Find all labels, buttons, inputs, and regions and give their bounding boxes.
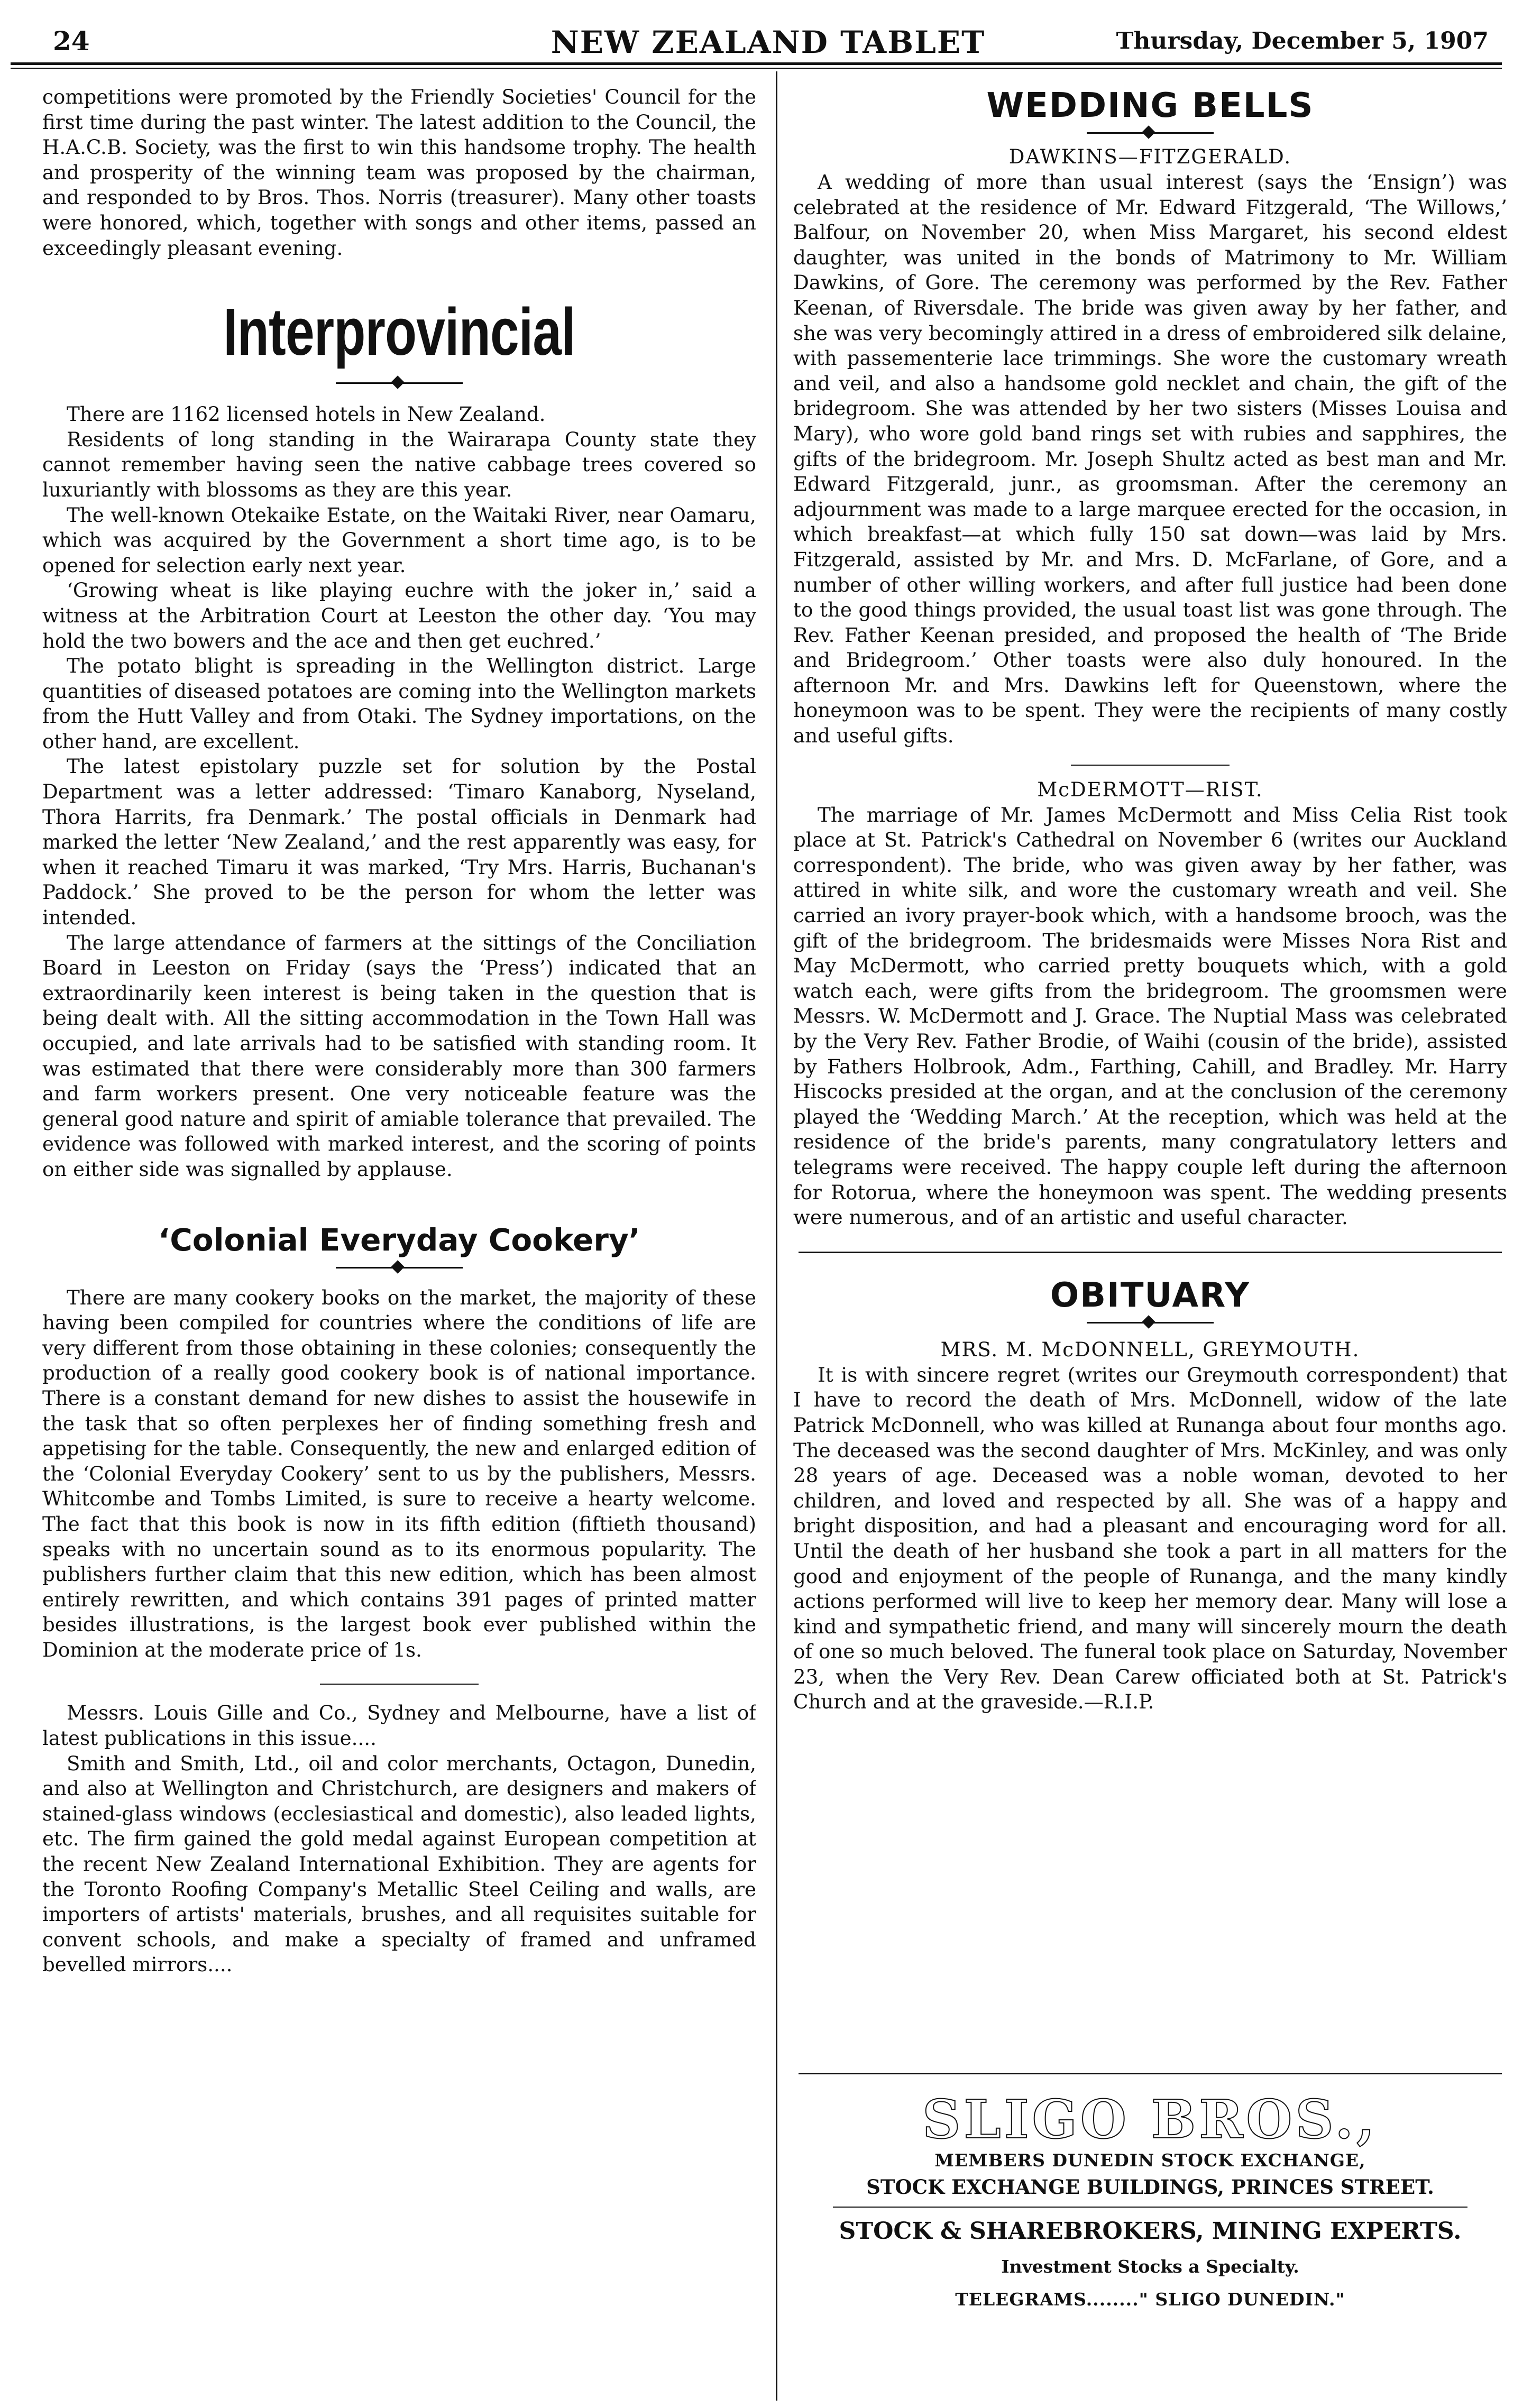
interprovincial-paragraph: The well-known Otekaike Estate, on the Waitaki River, near Oamaru, which was acquired by the Government a short time ago, is to be opened for selection early next year. xyxy=(42,503,756,577)
section-ornament xyxy=(1087,1322,1214,1324)
ad-specialty: Investment Stocks a Specialty. xyxy=(1001,2256,1299,2277)
ad-telegrams: TELEGRAMS........" SLIGO DUNEDIN." xyxy=(955,2289,1345,2310)
left-column xyxy=(42,85,756,2401)
interprovincial-paragraph: ‘Growing wheat is like playing euchre with the joker in,’ said a witness at the Arbitration Court at Leeston the other day. ‘You may hold the two bowers and the ace and then get euchred.’ xyxy=(42,578,756,652)
interprovincial-paragraph: Residents of long standing in the Wairarapa County state they cannot remember having seen the native cabbage trees covered so luxuriantly with blossoms as they are this year. xyxy=(42,427,756,501)
cookery-paragraph: There are many cookery books on the market, the majority of these having been compiled for countries where the conditions of life are very different from those obtaining in these colonies; consequently the production of a really good cookery book is of national importance. There is a constant demand for new dishes to assist the housewife in the task that so often perplexes her of finding something fresh and appetising for the table. Consequently, the new and enlarged edition of the ‘Colonial Everyday Cookery’ sent to us by the publishers, Messrs. Whitcombe and Tombs Limited, is sure to receive a hearty welcome. The fact that this book is now in its fifth edition (fiftieth thousand) speaks with no uncertain sound as to its enormous popularity. The publishers further claim that this new edition, which has been almost entirely rewritten, and which contains 391 pages of printed matter besides illustrations, is the largest book ever published within the Dominion at the moderate price of 1s. xyxy=(42,1285,756,1661)
ad-rule xyxy=(799,2073,1502,2074)
ad-membership: MEMBERS DUNEDIN STOCK EXCHANGE, xyxy=(934,2150,1366,2171)
column-divider xyxy=(776,71,777,2401)
section-ornament xyxy=(336,382,463,384)
interprovincial-paragraph: The potato blight is spreading in the Wellington district. Large quantities of diseased potatoes are coming into the Wellington markets from the Hutt Valley and from Otaki. The Sydney importations, on the other hand, are excellent. xyxy=(42,654,756,753)
masthead-rule xyxy=(11,62,1502,69)
obituary-heading: OBITUARY xyxy=(1050,1275,1251,1315)
wedding-bells-heading: WEDDING BELLS xyxy=(986,86,1314,125)
notice-paragraph: Smith and Smith, Ltd., oil and color merchants, Octagon, Dunedin, and also at Wellington and Christchurch, are designers and makers of stained-glass windows (ecclesiastical and domestic), also leaded lights, etc. The firm gained the gold medal against European competition at the recent New Zealand International Exhibition. They are agents for the Toronto Roofing Company's Metallic Steel Ceiling and walls, are importers of artists' materials, brushes, and all requisites suitable for convent schools, and make a specialty of framed and unframed bevelled mirrors.... xyxy=(42,1751,756,1977)
obituary-paragraph: It is with sincere regret (writes our Greymouth correspondent) that I have to record the death of Mrs. McDonnell, widow of the late Patrick McDonnell, who was killed at Runanga about four months ago. The deceased was the second daughter of Mrs. McKinley, and was only 28 years of age. Deceased was a noble woman, devoted to her children, and loved and respected by all. She was of a happy and bright disposition, and had a pleasant and encouraging word for all. Until the death of her husband she took a part in all matters for the good and enjoyment of the people of Runanga, and the many kindly actions performed will live to keep her memory dear. Many will lose a kind and sympathetic friend, and many will sincerely mourn the death of one so much beloved. The funeral took place on Saturday, November 23, when the Very Rev. Dean Carew officiated both at St. Patrick's Church and at the graveside.—R.I.P. xyxy=(793,1363,1507,1714)
ad-address: STOCK EXCHANGE BUILDINGS, PRINCES STREET. xyxy=(866,2175,1434,2199)
sligo-bros-advertisement xyxy=(793,2073,1507,2401)
interprovincial-body xyxy=(42,402,756,1182)
wedding-subhead: McDERMOTT—RIST. xyxy=(1037,778,1263,801)
page-number: 24 xyxy=(53,25,90,57)
obituary-subhead: MRS. M. McDONNELL, GREYMOUTH. xyxy=(940,1338,1360,1361)
right-column xyxy=(793,85,1507,2062)
wedding-paragraph: The marriage of Mr. James McDermott and Miss Celia Rist took place at St. Patrick's Cathedral on November 6 (writes our Auckland correspondent). The bride, who was given away by her father, was attired in white silk, and wore the customary wreath and veil. She carried an ivory prayer-book which, with a handsome brooch, was the gift of the bridegroom. The bridesmaids were Misses Nora Rist and May McDermott, who carried pretty bouquets which, with a gold watch each, were gifts from the bridegroom. The groomsmen were Messrs. W. McDermott and J. Grace. The Nuptial Mass was celebrated by the Very Rev. Father Brodie, of Waihi (cousin of the bride), assisted by Fathers Holbrook, Adm., Farthing, Cahill, and Bradley. Mr. Harry Hiscocks presided at the organ, and at the conclusion of the ceremony played the ‘Wedding March.’ At the reception, which was held at the residence of the bride's parents, many congratulatory letters and telegrams were received. The happy couple left during the afternoon for Rotorua, where the honeymoon was spent. The wedding presents were numerous, and of an artistic and useful character. xyxy=(793,803,1507,1229)
ad-rule xyxy=(833,2207,1467,2208)
interprovincial-paragraph: The latest epistolary puzzle set for solution by the Postal Department was a letter addressed: ‘Timaro Kanaborg, Nyseland, Thora Harrits, fra Denmark.’ The postal officials in Denmark had marked the letter ‘New Zealand,’ and the rest apparently was easy, for when it reached Timaru it was marked, ‘Try Mrs. Harris, Buchanan's Paddock.’ She proved to be the person for whom the letter was intended. xyxy=(42,755,756,930)
interprovincial-paragraph: There are 1162 licensed hotels in New Zealand. xyxy=(67,402,546,426)
section-ornament xyxy=(336,1267,463,1269)
wedding-subhead: DAWKINS—FITZGERALD. xyxy=(1008,145,1292,168)
ad-firm-name: SLIGO BROS., xyxy=(922,2088,1378,2150)
issue-date: Thursday, December 5, 1907 xyxy=(1116,27,1489,54)
interprovincial-paragraph: The large attendance of farmers at the sittings of the Conciliation Board in Leeston on Friday (says the ‘Press’) indicated that an extraordinarily keen interest is being taken in the question that is being dealt with. All the sitting accommodation in the Town Hall was occupied, and late arrivals had to be satisfied with standing room. It was estimated that there were considerably more than 300 farmers and farm workers present. One very noticeable feature was the general good nature and spirit of amiable tolerance that prevailed. The evidence was followed with marked interest, and the scoring of points on either side was signalled by applause. xyxy=(42,931,756,1181)
cookery-heading: ‘Colonial Everyday Cookery’ xyxy=(158,1221,640,1258)
newspaper-title: NEW ZEALAND TABLET xyxy=(551,24,986,60)
interprovincial-heading: Interprovincial xyxy=(223,295,575,370)
wedding-paragraph: A wedding of more than usual interest (says the ‘Ensign’) was celebrated at the residence of Mr. Edward Fitzgerald, ‘The Willows,’ Balfour, on November 20, when Miss Margaret, his second eldest daughter, was united in the bonds of Matrimony to Mr. William Dawkins, of Gore. The ceremony was performed by the Rev. Father Keenan, of Riversdale. The bride was given away by her father, and she was very becomingly attired in a dress of embroidered silk delaine, with passementerie lace trimmings. She wore the customary wreath and veil, and also a handsome gold necklet and chain, the gift of the bridegroom. She was attended by her two sisters (Misses Louisa and Mary), who wore gold band rings set with rubies and sapphires, the gifts of the bridegroom. Mr. Joseph Shultz acted as best man and Mr. Edward Fitzgerald, junr., as groomsman. After the ceremony an adjournment was made to a large marquee erected for the occasion, in which breakfast—at which fully 150 sat down—was laid by Mrs. Fitzgerald, assisted by Mr. and Mrs. D. McFarlane, of Gore, and a number of other willing workers, and after full justice had been done to the good things provided, the usual toast list was gone through. The Rev. Father Keenan presided, and proposed the health of ‘The Bride and Bridegroom.’ Other toasts were also duly honoured. In the afternoon Mr. and Mrs. Dawkins left for Queenstown, where the honeymoon was to be spent. They were the recipients of many costly and useful gifts. xyxy=(793,170,1507,748)
intro-paragraph: competitions were promoted by the Friendly Societies' Council for the first time during the past winter. The latest addition to the Council, the H.A.C.B. Society, was the first to win this handsome trophy. The health and prosperity of the winning team was proposed by the chairman, and responded to by Bros. Thos. Norris (treasurer). Many other toasts were honored, which, together with songs and other items, passed an exceedingly pleasant evening. xyxy=(42,85,756,260)
section-ornament xyxy=(1087,132,1214,134)
masthead xyxy=(42,20,1494,62)
ad-services: STOCK & SHAREBROKERS, MINING EXPERTS. xyxy=(839,2218,1462,2245)
notice-paragraph: Messrs. Louis Gille and Co., Sydney and Melbourne, have a list of latest publications in this issue.... xyxy=(42,1701,756,1750)
notices xyxy=(42,1701,756,1978)
